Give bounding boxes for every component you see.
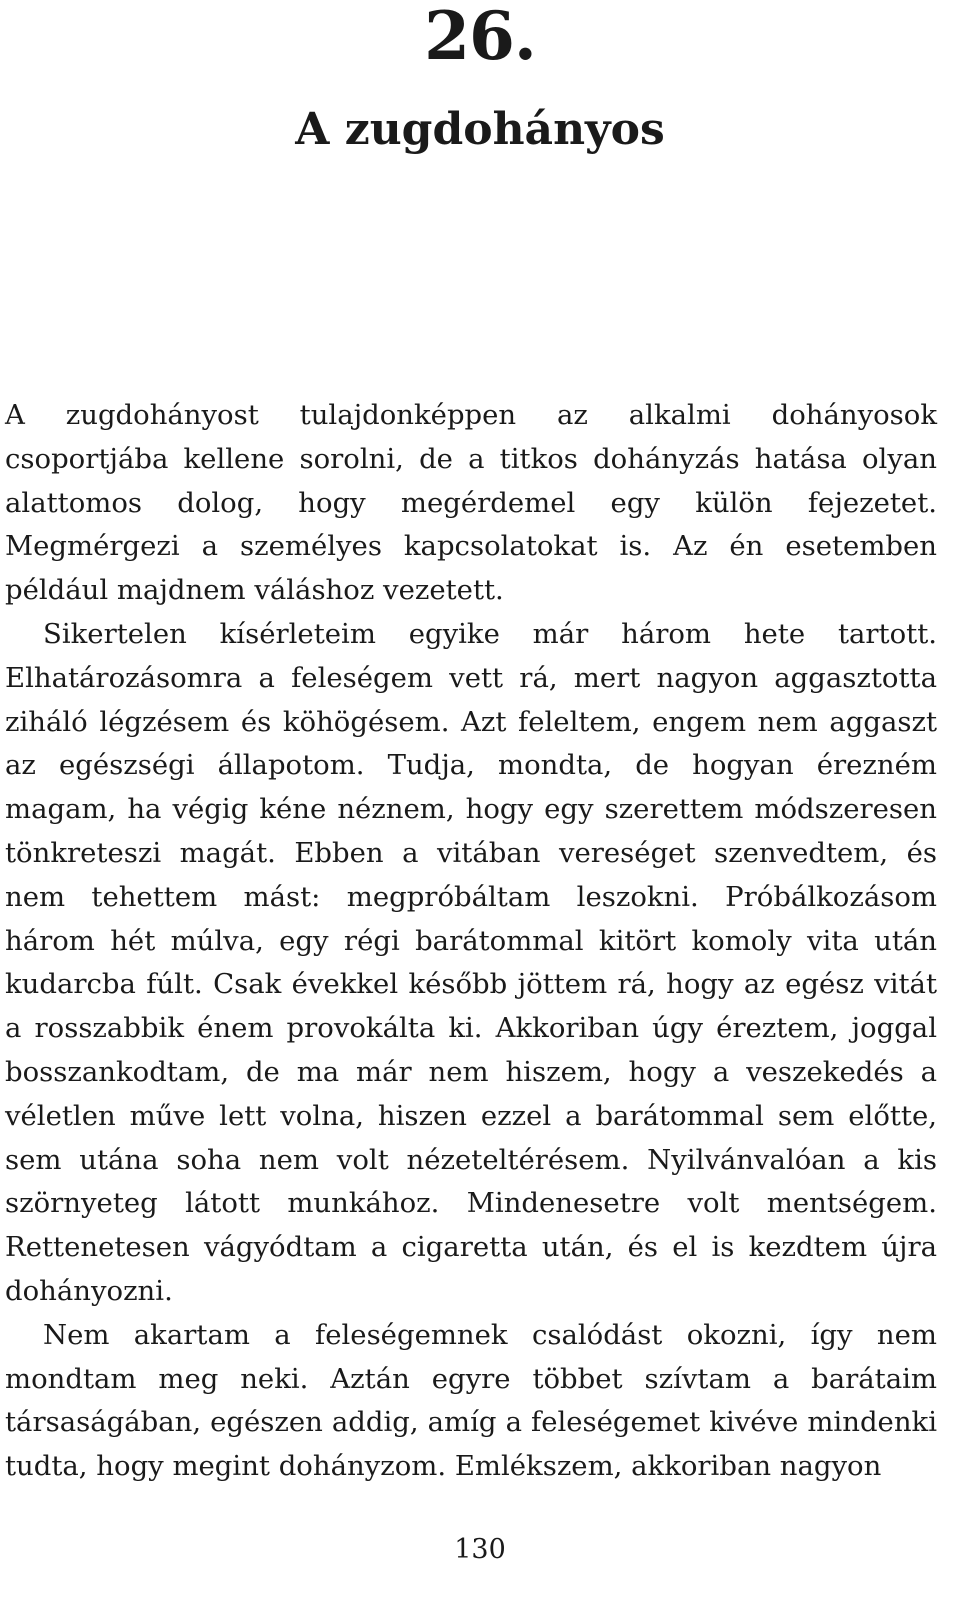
paragraph-3: Nem akartam a feleségemnek csalódást okozni, így nem mondtam meg neki. Aztán egyre többet szívtam a barátaim társaságában, egészen addig, amíg a feleségemet kivéve mindenki tudta, hogy megint dohányzom. Emlékszem, akkoriban nagyon — [5, 1318, 937, 1483]
chapter-number: 26. — [424, 0, 536, 75]
paragraph-2: Sikertelen kísérleteim egyike már három hete tartott. Elhatározásomra a feleségem vett rá, mert nagyon aggasztotta ziháló légzésem és köhögésem. Azt feleltem, engem nem aggaszt az egészségi állapotom. Tudja, mondta, de hogyan érezném magam, ha végig kéne néznem, hogy egy szerettem módszeresen tönkreteszi magát. Ebben a vitában vereséget szenvedtem, és nem tehettem mást: megpróbáltam leszokni. Próbálkozásom három hét múlva, egy régi barátommal kitört komoly vita után kudarcba fúlt. Csak évekkel később jöttem rá, hogy az egész vitát a rosszabbik énem provokálta ki. Akkoriban úgy éreztem, joggal bosszankodtam, de ma már nem hiszem, hogy a veszekedés a véletlen műve lett volna, hiszen ezzel a barátommal sem előtte, sem utána soha nem volt nézeteltérésem. Nyilvánvalóan a kis szörnyeteg látott munkához. Mindenesetre volt mentségem. Rettenetesen vágyódtam a cigaretta után, és el is kezdtem újra dohányozni. — [5, 617, 937, 1307]
chapter-title: A zugdohányos — [295, 104, 665, 155]
body-text — [5, 394, 937, 1489]
paragraph-1: A zugdohányost tulajdonképpen az alkalmi dohányosok csoportjába kellene sorolni, de a titkos dohányzás hatása olyan alattomos dolog, hogy megérdemel egy külön fejezetet. Megmérgezi a személyes kapcsolatokat is. Az én esetemben például majdnem váláshoz vezetett. — [5, 399, 937, 607]
page-number: 130 — [454, 1534, 506, 1565]
